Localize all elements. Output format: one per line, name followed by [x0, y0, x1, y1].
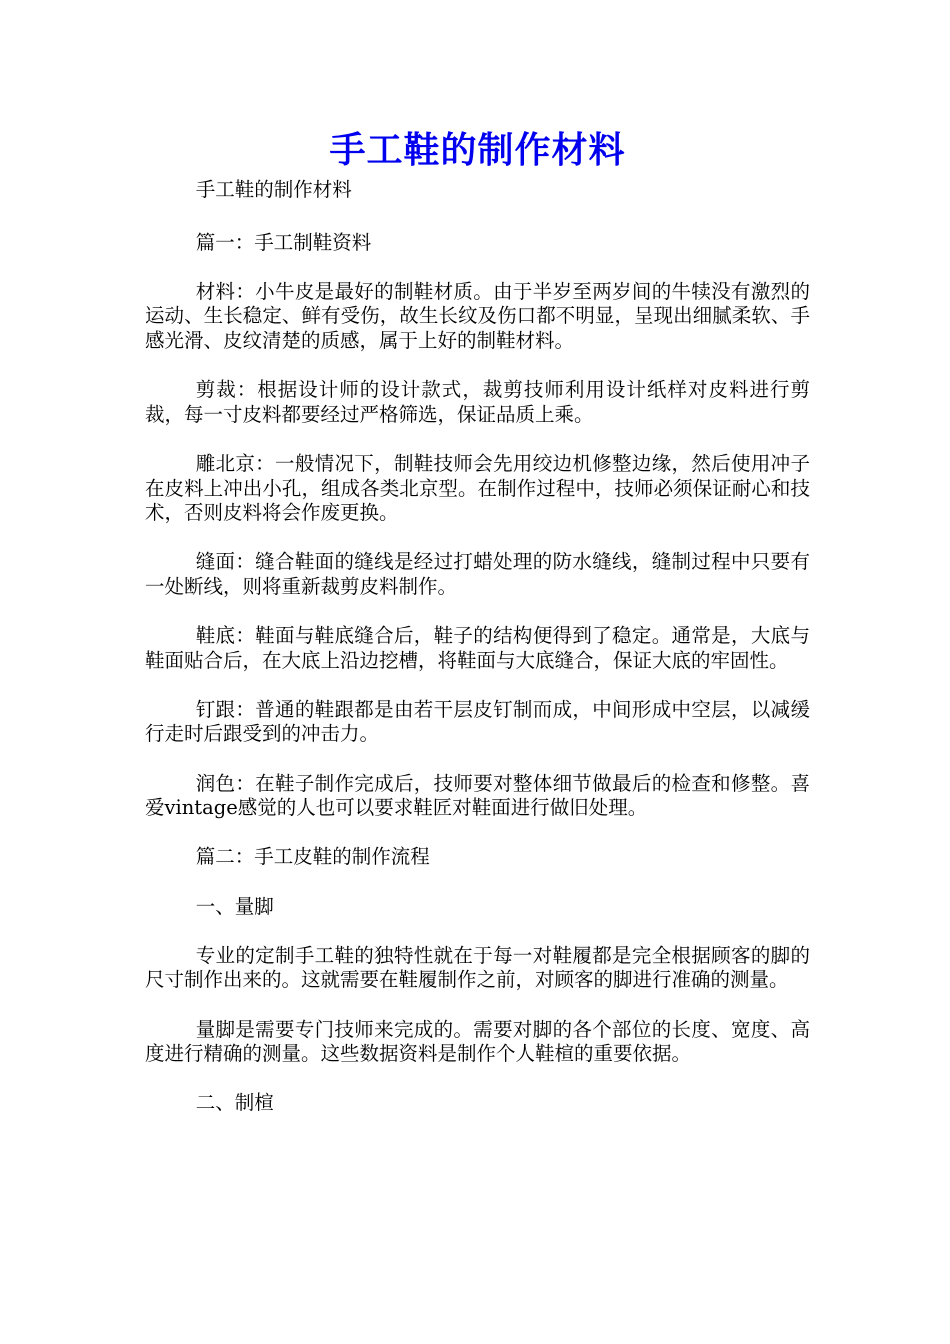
paragraph-step-two-heading: 二、制楦	[195, 1091, 274, 1115]
paragraph-subtitle: 手工鞋的制作材料	[195, 178, 352, 201]
paragraph-heel: 钉跟：普通的鞋跟都是由若干层皮钉制而成，中间形成中空层，以减缓行走时后跟受到的冲击力。	[145, 697, 810, 746]
paragraph-custom-fit: 专业的定制手工鞋的独特性就在于每一对鞋履都是完全根据顾客的脚的尺寸制作出来的。这就需要在鞋履制作之前，对顾客的脚进行准确的测量。	[145, 943, 810, 992]
paragraph-step-one-heading: 一、量脚	[195, 894, 274, 918]
paragraph-engraving: 雕北京：一般情况下，制鞋技师会先用绞边机修整边缘，然后使用冲子在皮料上冲出小孔，组成各类北京型。在制作过程中，技师必须保证耐心和技术，否则皮料将会作废更换。	[145, 451, 810, 525]
paragraph-section-two-heading: 篇二：手工皮鞋的制作流程	[195, 845, 430, 869]
paragraph-sole: 鞋底：鞋面与鞋底缝合后，鞋子的结构便得到了稳定。通常是，大底与鞋面贴合后，在大底上沿边挖槽，将鞋面与大底缝合，保证大底的牢固性。	[145, 624, 810, 672]
document-title: 手工鞋的制作材料	[329, 130, 626, 171]
paragraph-material: 材料：小牛皮是最好的制鞋材质。由于半岁至两岁间的牛犊没有激烈的运动、生长稳定、鲜有受伤，故生长纹及伤口都不明显，呈现出细腻柔软、手感光滑、皮纹清楚的质感，属于上好的制鞋材料。	[145, 279, 810, 352]
paragraph-cutting: 剪裁：根据设计师的设计款式，裁剪技师利用设计纸样对皮料进行剪裁，每一寸皮料都要经过严格筛选，保证品质上乘。	[145, 378, 810, 426]
paragraph-section-one-heading: 篇一：手工制鞋资料	[195, 230, 372, 254]
paragraph-finishing: 润色：在鞋子制作完成后，技师要对整体细节做最后的检查和修整。喜爱vintage感觉的人也可以要求鞋匠对鞋面进行做旧处理。	[145, 771, 810, 820]
paragraph-measuring: 量脚是需要专门技师来完成的。需要对脚的各个部位的长度、宽度、高度进行精确的测量。这些数据资料是制作个人鞋楦的重要依据。	[145, 1017, 810, 1066]
paragraph-stitching: 缝面：缝合鞋面的缝线是经过打蜡处理的防水缝线，缝制过程中只要有一处断线，则将重新裁剪皮料制作。	[145, 550, 810, 598]
document-page	[145, 126, 810, 1141]
